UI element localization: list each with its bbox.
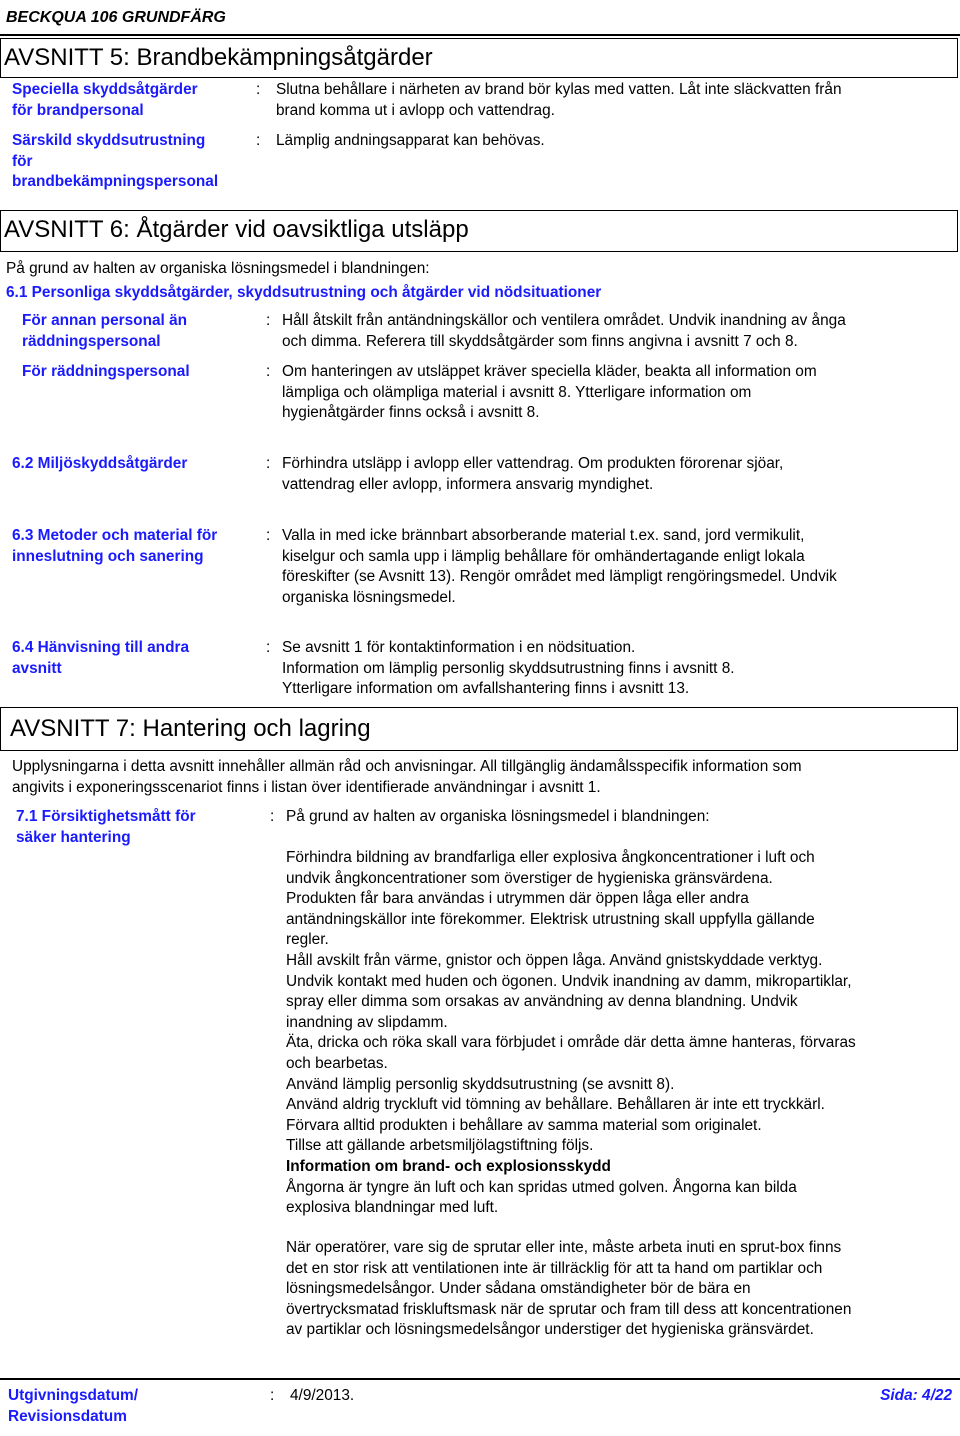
s6-2-label: 6.2 Miljöskyddsåtgärder <box>12 455 188 472</box>
s6-4-value: Se avsnitt 1 för kontaktinformation i en nödsituation. Information om lämplig personlig skyddsutrustning finns i avsnitt 8. Ytterligare information om avfallshantering finns i avsnitt 13. <box>282 639 735 698</box>
page-number: Sida: 4/22 <box>880 1387 952 1404</box>
s5-value-1: Slutna behållare i närheten av brand bör kylas med vatten. Låt inte släckvatten från brand komma ut i avlopp och vattendrag. <box>276 81 842 119</box>
s6-1-heading: 6.1 Personliga skyddsåtgärder, skyddsutrustning och åtgärder vid nödsituationer <box>6 284 602 301</box>
section-6-title: AVSNITT 6: Åtgärder vid oavsiktliga utsläpp <box>4 216 469 243</box>
s6-1-value-a: Håll åtskilt från antändningskällor och ventilera området. Undvik inandning av ånga och dimma. Referera till skyddsåtgärder som finns angivna i avsnitt 7 och 8. <box>282 312 846 350</box>
s6-1-label-a: För annan personal än räddningspersonal <box>22 312 188 350</box>
s7-1-first: På grund av halten av organiska lösningsmedel i blandningen: <box>286 808 710 825</box>
s7-1-paragraph-2: När operatörer, vare sig de sprutar eller inte, måste arbeta inuti en sprut-box finns det en stor risk att ventilationen inte är tillräcklig för att ta hand om partiklar och lösningsmedelsångor. Under sådana omständigheter bör de bära en övertrycksmatad friskluftsmask när de sprutar och fram till dess att koncentrationen av partiklar och lösningsmedelsångor understiger det hygieniska gränsvärdet. <box>286 1239 852 1339</box>
s6-1-colon-a: : <box>266 312 271 329</box>
footer-colon: : <box>270 1387 275 1404</box>
s6-3-label: 6.3 Metoder och material för inneslutning och sanering <box>12 527 218 565</box>
s6-2-value: Förhindra utsläpp i avlopp eller vattendrag. Om produkten förorenar sjöar, vattendrag eller avlopp, informera ansvarig myndighet. <box>282 455 784 493</box>
s5-colon-1: : <box>256 81 261 98</box>
s5-colon-2: : <box>256 132 261 149</box>
section-7-title: AVSNITT 7: Hantering och lagring <box>10 715 371 742</box>
s6-4-colon: : <box>266 639 271 656</box>
s6-3-value: Valla in med icke brännbart absorberande material t.ex. sand, jord vermikulit, kiselgur och samla upp i lämplig behållare för omhändertagande enligt lokala föreskifter (se Avsnitt 13). Rengör området med lämpligt rengöringsmedel. Undvik organiska lösningsmedel. <box>282 527 837 606</box>
s7-1-colon: : <box>270 808 275 825</box>
s5-value-2: Lämplig andningsapparat kan behövas. <box>276 132 545 149</box>
footer-date: 4/9/2013. <box>290 1387 355 1404</box>
s6-1-colon-b: : <box>266 363 271 380</box>
s6-1-label-b: För räddningspersonal <box>22 363 190 380</box>
s6-1-value-b: Om hanteringen av utsläppet kräver speciella kläder, beakta all information om lämpliga och olämpliga material i avsnitt 8. Ytterligare information om hygienåtgärder finns också i avsnitt 8. <box>282 363 817 422</box>
section-5-title: AVSNITT 5: Brandbekämpningsåtgärder <box>4 44 433 71</box>
product-name: BECKQUA 106 GRUNDFÄRG <box>6 9 226 26</box>
s5-label-1: Speciella skyddsåtgärder för brandpersonal <box>12 81 198 119</box>
s6-3-colon: : <box>266 527 271 544</box>
s6-4-label: 6.4 Hänvisning till andra avsnitt <box>12 639 190 677</box>
s5-label-2: Särskild skyddsutrustning för brandbekämpningspersonal <box>12 132 219 191</box>
s7-1-label: 7.1 Försiktighetsmått för säker hantering <box>16 808 196 846</box>
fire-explosion-heading: Information om brand- och explosionsskydd <box>286 1157 611 1175</box>
s6-intro: På grund av halten av organiska lösningsmedel i blandningen: <box>6 260 430 277</box>
footer-divider <box>0 1378 960 1380</box>
footer-date-label: Utgivningsdatum/ Revisionsdatum <box>8 1387 138 1425</box>
s7-1-paragraph-1: Förhindra bildning av brandfarliga eller explosiva ångkoncentrationer i luft och undvik ångkoncentrationer som överstiger de hygieniska gränsvärdena. Produkten får bara användas i utrymmen där öppen låga eller andra antändningskällor inte förekommer. Elektrisk utrustning skall uppfylla gällande regler. Håll avskilt från värme, gnistor och öppen låga. Använd gnistskyddade verktyg. Undvik kontakt med huden och ögonen. Undvik inandning av damm, mikropartiklar, spray eller dimma som orsakas av användning av denna blandning. Undvik inandning av slipdamm. Äta, dricka och röka skall vara förbjudet i område där detta ämne hanteras, förvaras och bearbetas. Använd lämplig personlig skyddsutrustning (se avsnitt 8). Använd aldrig tryckluft vid tömning av behållare. Behållaren är inte ett tryckkärl. Förvara alltid produkten i behållare av samma material som originalet. Tillse att gällande arbetsmiljölagstiftning följs. Information om brand- och explosionsskydd Ångorna är tyngre än luft och kan spridas utmed golven. Ångorna kan bilda explosiva blandningar med luft. <box>286 849 856 1217</box>
s7-intro: Upplysningarna i detta avsnitt innehåller allmän råd och anvisningar. All tillgänglig ändamålsspecifik information som angivits i exponeringsscenariot finns i listan över identifierade användningar i avsnitt 1. <box>12 758 802 796</box>
s6-2-colon: : <box>266 455 271 472</box>
